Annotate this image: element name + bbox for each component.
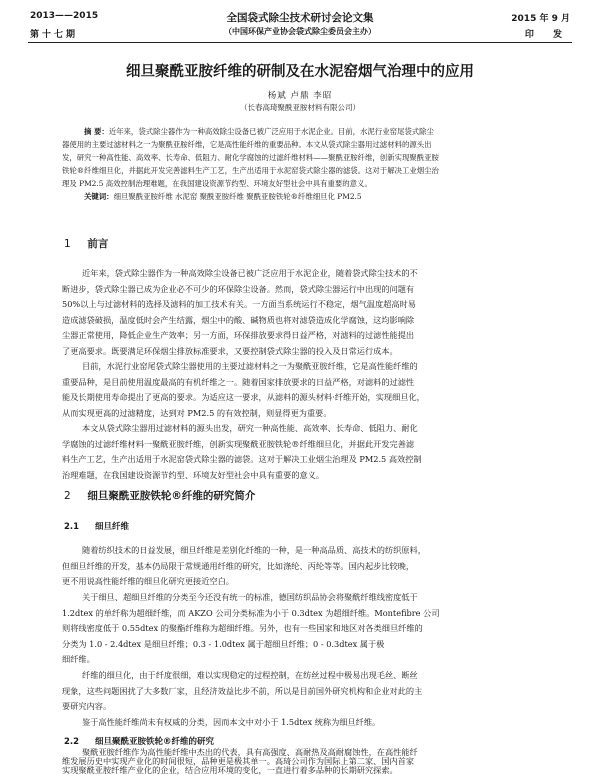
paper-title: 细旦聚酰亚胺纤维的研制及在水泥窑烟气治理中的应用 xyxy=(126,64,474,80)
text-line: 聚酰亚胺纤维作为高性能纤维中杰出的代表，具有高强度、高耐热及高耐腐蚀性，在高性能纤 xyxy=(82,748,418,757)
text-line: 更不用说高性能纤维的细旦化研究更接近空白。 xyxy=(62,576,234,586)
paper-affiliation: （长春高琦聚酰亚胺材料有限公司） xyxy=(240,103,360,112)
text-line: 了更高要求。既要满足环保烟尘排放标准要求，又要控制袋式除尘器的投入及日常运行成本。 xyxy=(62,345,398,356)
text-line: 学腐蚀的过滤纤维材料一聚酰亚胺纤维，创新实现聚酰亚胺铁轮®纤维细旦化，并据此开发完善滤 xyxy=(62,438,415,449)
s21-paragraph-4 xyxy=(62,715,546,731)
s21-paragraph-1 xyxy=(62,543,546,590)
s21-paragraph-3 xyxy=(62,668,546,715)
abstract-line: 铁轮®纤维细旦化，并据此开发完善滤料生产工艺，生产出适用于水泥窑袋式除尘器的滤袋。这对于解决工业烟尘治 xyxy=(62,166,439,175)
text-line: 但细旦纤维的开发，基本仍局限于常规通用纤维的研究，比如涤纶、丙纶等等。国内起步比较晚， xyxy=(62,560,415,571)
section-heading-2 xyxy=(64,488,255,503)
abstract-label: 摘 要： xyxy=(84,127,109,136)
text-line: 重要品种，是目前使用温度最高的有机纤维之一。随着国家排放要求的日益严格，对滤料的过滤性 xyxy=(62,376,415,387)
section-heading-1 xyxy=(64,236,108,251)
abstract-text: 近年来，袋式除尘器作为一种高效除尘设备已被广泛应用于水泥企业。目前，水泥行业窑尾袋式除尘 xyxy=(108,127,434,136)
text-line: 1.2dtex 的单纤称为超细纤维，而 AKZO 公司分类标准为小于 0.3dtex 为超细纤维。Montefibre 公司 xyxy=(62,607,440,618)
subsection-number: 2.1 xyxy=(64,522,80,532)
section-number: 1 xyxy=(64,238,71,250)
text-line: 从而实现更高的过滤精度，达到对 PM2.5 的有效控制，则显得更为重要。 xyxy=(62,407,332,418)
text-line: 纤维的细旦化，由于纤度很细，难以实现稳定的过程控制，在纺丝过程中极易出现毛丝、断丝 xyxy=(82,670,418,680)
text-line: 能及长期使用寿命提出了更高的要求。为适应这一要求，从滤料的源头材料·纤维开始，实现细旦化， xyxy=(62,392,425,402)
text-line: 近年来，袋式除尘器作为一种高效除尘设备已被广泛应用于水泥企业，随着袋式除尘技术的不 xyxy=(82,268,418,278)
text-line: 要研究内容。 xyxy=(62,701,112,711)
header-year-range: 2013——2015 xyxy=(30,11,99,21)
header-issue: 第十七期 xyxy=(30,30,79,40)
header-rule xyxy=(28,42,572,43)
text-line: 造成滤袋破损，温度低时会产生结露，烟尘中的酸、碱物质也将对滤袋造成化学腐蚀，这均影响除 xyxy=(62,314,415,325)
keywords-label: 关键词： xyxy=(84,192,114,201)
header-printed: 印 发 xyxy=(524,30,570,40)
abstract-line: 发，研究一种高性能、高效率、长寿命、低阻力、耐化学腐蚀的过滤纤维材料——聚酰亚胺纤维，创新实现聚酰亚胺 xyxy=(62,153,439,162)
text-line: 随着纺织技术的日益发展，细旦纤维是差别化纤维的一种，是一种高品质、高技术的纺织原料， xyxy=(82,545,426,555)
section-number: 2 xyxy=(64,490,71,502)
section-title: 前言 xyxy=(87,238,109,250)
text-line: 尘器正常使用，降低企业生产效率；另一方面，环保排放要求得日益严格，对滤料的过滤性能提出 xyxy=(62,330,415,340)
text-line: 本文从袋式除尘器用过滤材料的源头出发，研究一种高性能、高效率、长寿命、低阻力、耐化 xyxy=(82,423,418,433)
text-line: 鉴于高性能纤维尚未有权威的分类，因而本文中对小于 1.5dtex 统称为细旦纤维。 xyxy=(82,717,381,727)
abstract-line: 理及 PM2.5 高效控制治理难题，在我国建设资源节约型、环境友好型社会中具有重要的意义。 xyxy=(62,179,372,188)
subsection-title: 细旦聚酰亚胺铁轮®纤维的研究 xyxy=(95,737,215,747)
section-title: 细旦聚酰亚胺铁轮®纤维的研究简介 xyxy=(87,490,256,502)
keywords-line xyxy=(62,190,546,203)
keywords-text: 细旦聚酰亚胺纤维 水泥窑 聚酰亚胺纤维 聚酰亚胺铁轮®纤维细旦化 PM2.5 xyxy=(113,192,362,201)
abstract-line xyxy=(62,125,546,138)
subsection-heading-2-2 xyxy=(64,735,214,747)
s21-paragraph-2 xyxy=(62,590,546,668)
text-line: 细纤维。 xyxy=(62,654,95,664)
text-line: 治理难题，在我国建设资源节约型、环境友好型社会中具有重要的意义。 xyxy=(62,469,325,480)
header-date: 2015 年 9 月 xyxy=(511,14,570,24)
subsection-title: 细旦纤维 xyxy=(95,522,130,532)
header-proceedings-title: 全国袋式除尘技术研讨会论文集 xyxy=(226,12,374,24)
text-line: 分类为 1.0 - 2.4dtex 是细旦纤维；0.3 - 1.0dtex 属于超细旦纤维；0 - 0.3dtex 属于极 xyxy=(62,638,385,649)
abstract xyxy=(62,125,546,203)
intro-paragraph-2 xyxy=(62,359,546,421)
text-line: 维发展历史中实现产业化的时间很短，品种更是极其单一。高琦公司作为国际上第二家、国内首家 xyxy=(62,757,415,766)
text-line: 目前，水泥行业窑尾袋式除尘器使用的主要过滤材料之一为聚酰亚胺纤维，它是高性能纤维的 xyxy=(82,361,418,371)
text-line: 料生产工艺，生产出适用于水泥窑袋式除尘器的滤袋。这对于解决工业烟尘治理及 PM2.5 高效控制 xyxy=(62,454,422,464)
subsection-heading-2-1 xyxy=(64,520,129,532)
text-line: 现象，这些问题困扰了大多数厂家，且经济效益比步不前，所以是目前国外研究机构和企业对此的主 xyxy=(62,685,423,696)
text-line: 则将线密度低于 0.55dtex 的聚酯纤维称为超细纤维。另外，也有一些国家和地区对各类细旦纤维的 xyxy=(62,623,423,633)
intro-paragraph-1 xyxy=(62,266,546,359)
abstract-line: 器使用的主要过滤材料之一为聚酰亚胺纤维，它是高性能纤维的重要品种。本文从袋式除尘器用过滤材料的源头出 xyxy=(62,140,432,149)
text-line: 关于细旦、超细旦纤维的分类至今还没有统一的标准，德国纺织品协会将聚酰纤维线密度低于 xyxy=(82,592,418,602)
text-line: 断进步，袋式除尘器已成为企业必不可少的环保除尘设备。然而，袋式除尘器运行中出现的问题有 xyxy=(62,283,415,294)
subsection-number: 2.2 xyxy=(64,737,80,747)
text-line: 50%以上与过滤材料的选择及滤料的加工技术有关。一方面当系统运行不稳定，烟气温度超高时易 xyxy=(62,299,416,309)
intro-paragraph-3 xyxy=(62,421,546,483)
paper-authors: 杨斌 卢鼎 李昭 xyxy=(267,91,333,101)
header-organizer: （中国环保产业协会袋式除尘委员会主办） xyxy=(224,27,376,36)
text-line: 实现聚酰亚胺纤维产业化的企业，结合应用环境的变化，一直进行着多品种的长期研究探索。 xyxy=(62,766,398,775)
s22-paragraph-1 xyxy=(62,748,546,775)
